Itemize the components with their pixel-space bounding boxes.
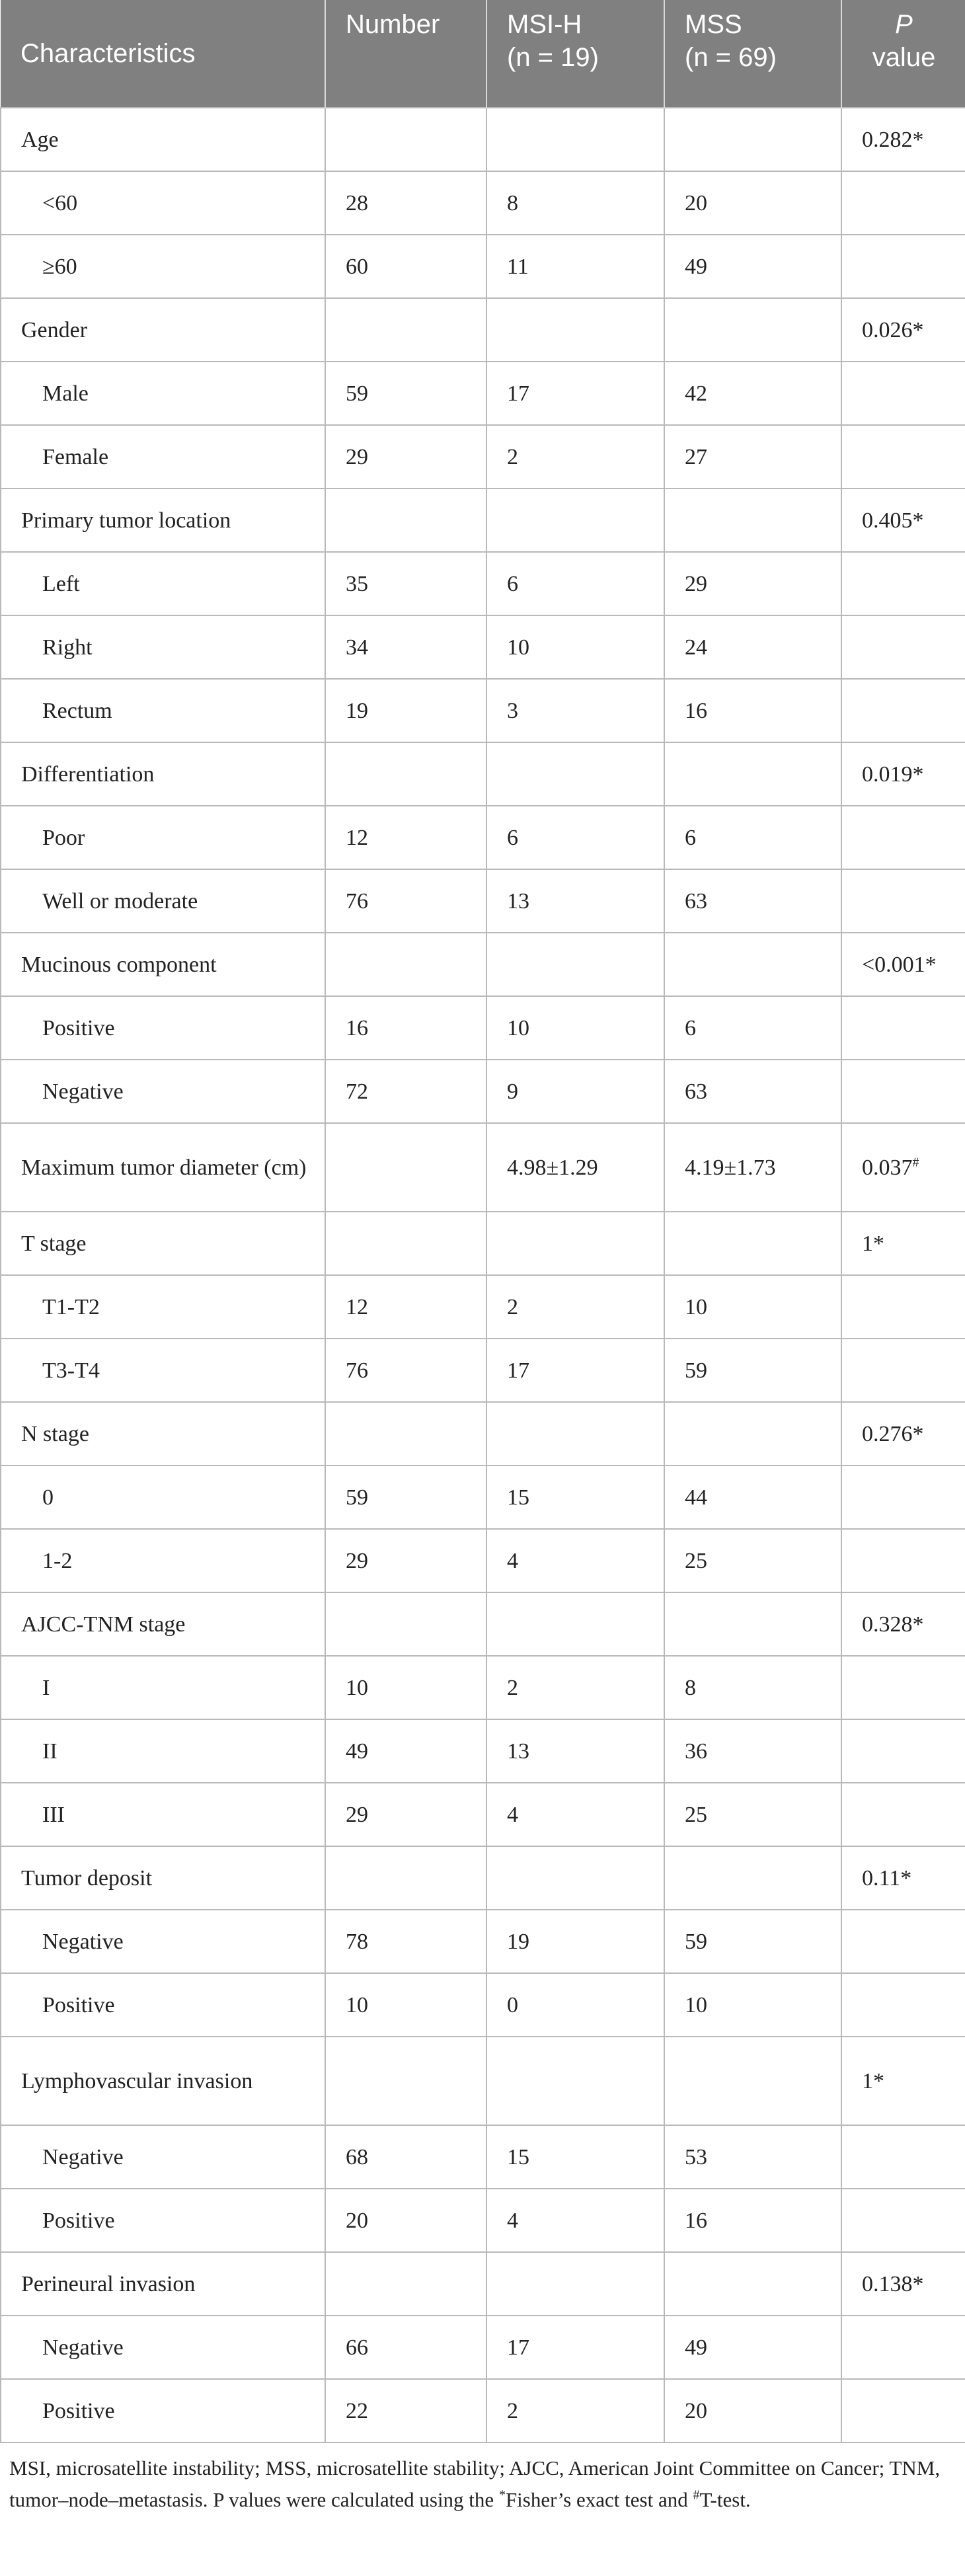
cell-number: 20 <box>325 2189 486 2252</box>
cell-p-value <box>841 1060 965 1123</box>
cell-mss: 42 <box>664 362 841 425</box>
cell-msih: 10 <box>486 996 664 1060</box>
cell-number: 78 <box>325 1910 486 1973</box>
cell-msih <box>486 1402 664 1465</box>
table-row <box>1 108 965 171</box>
cell-mss: 27 <box>664 425 841 488</box>
cell-number: 72 <box>325 1060 486 1123</box>
table-footnote: MSI, microsatellite instability; MSS, microsatellite stability; AJCC, American Joint Committee on Cancer; TNM, tumor–node–metastasis. P values were calculated using the *Fisher’s exact test and #T-test. <box>9 2456 941 2511</box>
cell-msih: 17 <box>486 362 664 425</box>
cell-mss <box>664 1592 841 1656</box>
cell-p-value <box>841 1910 965 1973</box>
cell-p-value: 0.026* <box>841 298 965 362</box>
cell-mss: 36 <box>664 1719 841 1783</box>
cell-number <box>325 1592 486 1656</box>
cell-msih <box>486 298 664 362</box>
row-label: N stage <box>1 1402 325 1465</box>
cell-msih: 6 <box>486 552 664 615</box>
table-row <box>1 615 965 679</box>
cell-number: 76 <box>325 869 486 933</box>
header-row <box>1 0 965 108</box>
row-label: Male <box>1 362 325 425</box>
row-label: Perineural invasion <box>1 2252 325 2316</box>
cell-mss: 10 <box>664 1275 841 1339</box>
table-row <box>1 1123 965 1212</box>
table-row <box>1 362 965 425</box>
cell-number <box>325 298 486 362</box>
cell-mss: 53 <box>664 2125 841 2189</box>
row-label: T3-T4 <box>1 1339 325 1402</box>
cell-p-value <box>841 1339 965 1402</box>
cell-p-value <box>841 425 965 488</box>
cell-msih <box>486 108 664 171</box>
table-row <box>1 869 965 933</box>
cell-p-value <box>841 679 965 742</box>
cell-number <box>325 1123 486 1212</box>
cell-mss: 16 <box>664 679 841 742</box>
table-row <box>1 1592 965 1656</box>
cell-msih <box>486 1212 664 1275</box>
table-row <box>1 1275 965 1339</box>
cell-mss <box>664 1212 841 1275</box>
cell-mss: 59 <box>664 1910 841 1973</box>
cell-mss: 10 <box>664 1973 841 2037</box>
cell-msih: 2 <box>486 1656 664 1719</box>
table-row <box>1 425 965 488</box>
cell-msih: 19 <box>486 1910 664 1973</box>
cell-mss <box>664 742 841 806</box>
row-label: III <box>1 1783 325 1846</box>
table-row <box>1 1973 965 2037</box>
cell-msih: 4 <box>486 1783 664 1846</box>
cell-number <box>325 933 486 996</box>
row-label: Lymphovascular invasion <box>1 2037 325 2125</box>
cell-number: 76 <box>325 1339 486 1402</box>
cell-number: 66 <box>325 2316 486 2379</box>
cell-msih: 4 <box>486 1529 664 1592</box>
cell-mss: 59 <box>664 1339 841 1402</box>
cell-mss: 63 <box>664 1060 841 1123</box>
table-row <box>1 806 965 869</box>
row-label: Well or moderate <box>1 869 325 933</box>
table-row <box>1 2316 965 2379</box>
table-row <box>1 488 965 552</box>
table-row <box>1 1212 965 1275</box>
cell-mss <box>664 2252 841 2316</box>
cell-p-value: 0.282* <box>841 108 965 171</box>
cell-msih: 4.98±1.29 <box>486 1123 664 1212</box>
cell-p-value: 1* <box>841 1212 965 1275</box>
cell-msih <box>486 742 664 806</box>
row-label: II <box>1 1719 325 1783</box>
cell-number: 59 <box>325 362 486 425</box>
cell-msih: 11 <box>486 235 664 298</box>
cell-number: 60 <box>325 235 486 298</box>
row-label: T1-T2 <box>1 1275 325 1339</box>
cell-p-value <box>841 2379 965 2442</box>
cell-p-value <box>841 552 965 615</box>
cell-p-value <box>841 615 965 679</box>
cell-p-value <box>841 2189 965 2252</box>
cell-msih: 15 <box>486 2125 664 2189</box>
row-label: Negative <box>1 2125 325 2189</box>
cell-msih: 8 <box>486 171 664 235</box>
cell-number <box>325 1402 486 1465</box>
table-row <box>1 1846 965 1910</box>
cell-p-value <box>841 235 965 298</box>
cell-number: 19 <box>325 679 486 742</box>
cell-msih: 2 <box>486 1275 664 1339</box>
row-label: Left <box>1 552 325 615</box>
cell-mss <box>664 1402 841 1465</box>
cell-number <box>325 2037 486 2125</box>
row-label: Mucinous component <box>1 933 325 996</box>
cell-p-value <box>841 171 965 235</box>
row-label: Right <box>1 615 325 679</box>
row-label: 1-2 <box>1 1529 325 1592</box>
cell-p-value <box>841 996 965 1060</box>
table-row <box>1 679 965 742</box>
cell-number: 29 <box>325 1783 486 1846</box>
cell-number: 10 <box>325 1656 486 1719</box>
cell-msih: 3 <box>486 679 664 742</box>
cell-msih <box>486 1846 664 1910</box>
cell-mss: 44 <box>664 1465 841 1529</box>
cell-msih <box>486 488 664 552</box>
cell-p-value <box>841 1783 965 1846</box>
cell-mss <box>664 298 841 362</box>
row-label: Age <box>1 108 325 171</box>
row-label: T stage <box>1 1212 325 1275</box>
table-row <box>1 2125 965 2189</box>
cell-mss: 8 <box>664 1656 841 1719</box>
cell-number: 12 <box>325 806 486 869</box>
cell-number: 22 <box>325 2379 486 2442</box>
table-row <box>1 2252 965 2316</box>
cell-mss: 4.19±1.73 <box>664 1123 841 1212</box>
cell-p-value: 0.276* <box>841 1402 965 1465</box>
cell-p-value: 0.037# <box>841 1123 965 1212</box>
table-row <box>1 1529 965 1592</box>
row-label: Positive <box>1 2189 325 2252</box>
table-row <box>1 996 965 1060</box>
cell-mss <box>664 1846 841 1910</box>
table-row <box>1 1656 965 1719</box>
cell-msih: 13 <box>486 869 664 933</box>
row-label: Positive <box>1 2379 325 2442</box>
cell-msih: 4 <box>486 2189 664 2252</box>
cell-mss: 24 <box>664 615 841 679</box>
table-row <box>1 1719 965 1783</box>
cell-msih <box>486 1592 664 1656</box>
table-row <box>1 298 965 362</box>
header-msih: MSI-H (n = 19) <box>486 0 664 108</box>
cell-p-value <box>841 1529 965 1592</box>
cell-msih: 13 <box>486 1719 664 1783</box>
row-label: 0 <box>1 1465 325 1529</box>
row-label: Differentiation <box>1 742 325 806</box>
cell-p-value: 0.11* <box>841 1846 965 1910</box>
cell-number <box>325 2252 486 2316</box>
table-row <box>1 1783 965 1846</box>
cell-mss <box>664 933 841 996</box>
cell-mss: 63 <box>664 869 841 933</box>
cell-number: 12 <box>325 1275 486 1339</box>
row-label: Negative <box>1 1910 325 1973</box>
cell-msih: 2 <box>486 2379 664 2442</box>
cell-msih <box>486 933 664 996</box>
cell-p-value <box>841 1719 965 1783</box>
header-p-value: P value <box>841 0 965 108</box>
cell-p-value <box>841 362 965 425</box>
cell-p-value: <0.001* <box>841 933 965 996</box>
cell-number: 28 <box>325 171 486 235</box>
cell-msih: 0 <box>486 1973 664 2037</box>
cell-mss <box>664 108 841 171</box>
cell-number: 59 <box>325 1465 486 1529</box>
cell-number: 34 <box>325 615 486 679</box>
cell-mss: 49 <box>664 2316 841 2379</box>
cell-p-value <box>841 1465 965 1529</box>
row-label: Positive <box>1 1973 325 2037</box>
cell-p-value <box>841 869 965 933</box>
table-row <box>1 1465 965 1529</box>
row-label: Poor <box>1 806 325 869</box>
cell-number <box>325 742 486 806</box>
table-row <box>1 1060 965 1123</box>
cell-mss <box>664 488 841 552</box>
table-row <box>1 552 965 615</box>
cell-number <box>325 1212 486 1275</box>
cell-p-value: 0.328* <box>841 1592 965 1656</box>
cell-p-value <box>841 1656 965 1719</box>
table-row <box>1 2379 965 2442</box>
row-label: Gender <box>1 298 325 362</box>
cell-number: 29 <box>325 425 486 488</box>
table-row <box>1 1402 965 1465</box>
cell-number: 29 <box>325 1529 486 1592</box>
table-row <box>1 171 965 235</box>
cell-mss: 20 <box>664 2379 841 2442</box>
row-label: Positive <box>1 996 325 1060</box>
table-row <box>1 2189 965 2252</box>
cell-p-value: 0.405* <box>841 488 965 552</box>
cell-number: 68 <box>325 2125 486 2189</box>
cell-msih: 6 <box>486 806 664 869</box>
cell-number <box>325 488 486 552</box>
cell-mss: 16 <box>664 2189 841 2252</box>
table-row <box>1 1910 965 1973</box>
cell-mss: 25 <box>664 1529 841 1592</box>
cell-p-value: 0.138* <box>841 2252 965 2316</box>
cell-p-value <box>841 2316 965 2379</box>
cell-msih <box>486 2252 664 2316</box>
cell-number: 35 <box>325 552 486 615</box>
row-label: Negative <box>1 1060 325 1123</box>
cell-p-value <box>841 1973 965 2037</box>
table-header <box>1 0 965 108</box>
cell-number <box>325 1846 486 1910</box>
cell-msih <box>486 2037 664 2125</box>
cell-number: 49 <box>325 1719 486 1783</box>
cell-msih: 17 <box>486 2316 664 2379</box>
cell-mss <box>664 2037 841 2125</box>
row-label: Rectum <box>1 679 325 742</box>
table-row <box>1 235 965 298</box>
table-row <box>1 2037 965 2125</box>
table-row <box>1 1339 965 1402</box>
cell-number: 16 <box>325 996 486 1060</box>
row-label: I <box>1 1656 325 1719</box>
cell-p-value: 0.019* <box>841 742 965 806</box>
row-label: ≥60 <box>1 235 325 298</box>
header-mss: MSS (n = 69) <box>664 0 841 108</box>
cell-msih: 10 <box>486 615 664 679</box>
table-row <box>1 742 965 806</box>
row-label: Maximum tumor diameter (cm) <box>1 1123 325 1212</box>
cell-mss: 29 <box>664 552 841 615</box>
cell-mss: 20 <box>664 171 841 235</box>
row-label: Female <box>1 425 325 488</box>
row-label: AJCC-TNM stage <box>1 1592 325 1656</box>
row-label: Negative <box>1 2316 325 2379</box>
cell-number <box>325 108 486 171</box>
cell-number: 10 <box>325 1973 486 2037</box>
cell-p-value <box>841 2125 965 2189</box>
table-body <box>1 108 965 2442</box>
header-characteristics: Characteristics <box>1 0 325 108</box>
table-row <box>1 933 965 996</box>
header-number: Number <box>325 0 486 108</box>
cell-p-value <box>841 1275 965 1339</box>
cell-msih: 15 <box>486 1465 664 1529</box>
cell-mss: 6 <box>664 996 841 1060</box>
cell-mss: 6 <box>664 806 841 869</box>
row-label: <60 <box>1 171 325 235</box>
cell-mss: 49 <box>664 235 841 298</box>
cell-msih: 17 <box>486 1339 664 1402</box>
cell-p-value: 1* <box>841 2037 965 2125</box>
cell-p-value <box>841 806 965 869</box>
row-label: Primary tumor location <box>1 488 325 552</box>
cell-msih: 2 <box>486 425 664 488</box>
cell-mss: 25 <box>664 1783 841 1846</box>
cell-msih: 9 <box>486 1060 664 1123</box>
row-label: Tumor deposit <box>1 1846 325 1910</box>
